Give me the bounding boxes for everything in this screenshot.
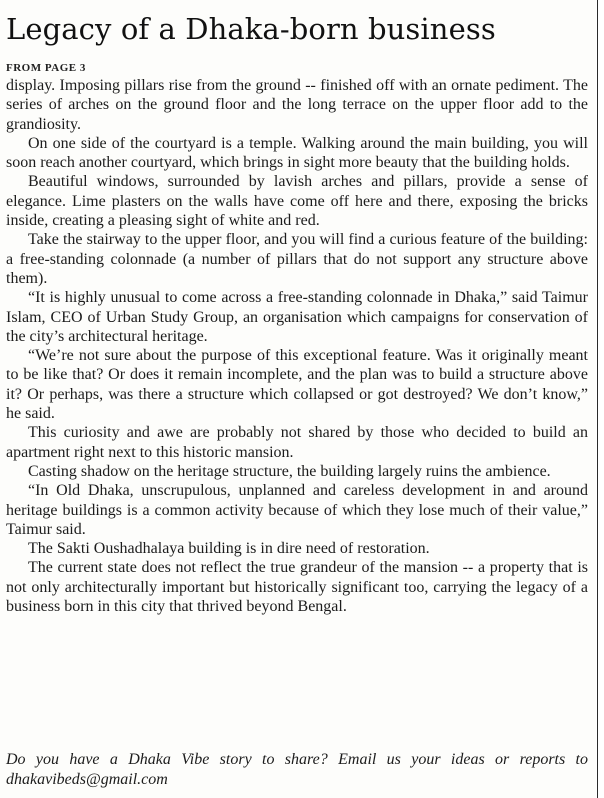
article-paragraph: The Sakti Oushadhalaya building is in dire need of restoration. xyxy=(28,540,430,558)
reader-callout: Do you have a Dhaka Vibe story to share? Email us your ideas or reports to dhakavibeds@gmail.com xyxy=(6,751,588,788)
article-paragraph: On one side of the courtyard is a temple. Walking around the main building, you will soon reach another courtyard, which brings in sight more beauty that the building holds. xyxy=(6,134,588,172)
column-rule xyxy=(597,0,598,798)
continuation-label: FROM PAGE 3 xyxy=(6,62,86,74)
article-paragraph: “In Old Dhaka, unscrupulous, unplanned and careless development in and around heritage buildings is a common activity because of which they lose much of their value,” Taimur said. xyxy=(6,482,588,538)
article-paragraph: The current state does not reflect the true grandeur of the mansion -- a property that is not only architecturally important but historically significant too, carrying the legacy of a business born in this city that thrived beyond Bengal. xyxy=(6,559,588,616)
article-paragraph: “It is highly unusual to come across a free-standing colonnade in Dhaka,” said Taimur Islam, CEO of Urban Study Group, an organisation which campaigns for conservation of the city’s architectural heritage. xyxy=(6,289,588,345)
article-headline: Legacy of a Dhaka-born business xyxy=(6,12,496,46)
article-paragraph: display. Imposing pillars rise from the ground -- finished off with an ornate pediment. The series of arches on the ground floor and the long terrace on the upper floor add to the grandiosity. xyxy=(6,77,588,133)
article-paragraph: “We’re not sure about the purpose of this exceptional feature. Was it originally meant to be like that? Or does it remain incomplete, and the plan was to build a structure above it? Or perhaps, was there a structure which collapsed or got destroyed? We don’t know,” he said. xyxy=(6,347,588,423)
article-paragraph: This curiosity and awe are probably not shared by those who decided to build an apartment right next to this historic mansion. xyxy=(6,424,588,461)
article-paragraph: Casting shadow on the heritage structure, the building largely ruins the ambience. xyxy=(28,462,551,480)
article-body xyxy=(6,76,588,616)
article-paragraph: Beautiful windows, surrounded by lavish arches and pillars, provide a sense of elegance. Lime plasters on the walls have come off here and there, exposing the bricks inside, creating a pleasing sight of white and red. xyxy=(6,173,588,230)
article-paragraph: Take the stairway to the upper floor, and you will find a curious feature of the building: a free-standing colonnade (a number of pillars that do not support any structure above them). xyxy=(6,231,588,287)
